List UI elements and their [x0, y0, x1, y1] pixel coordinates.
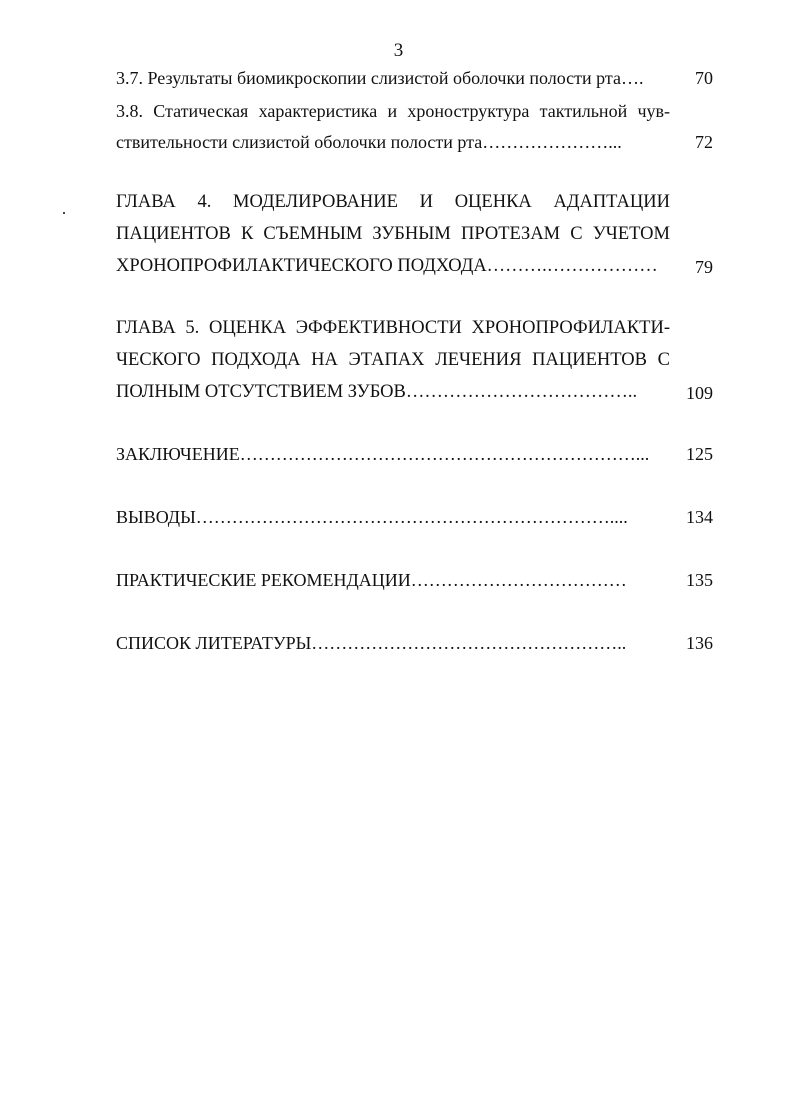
- toc-entry-page: 72: [695, 132, 713, 152]
- toc-entry-page: 136: [686, 633, 713, 653]
- toc-entry-title-line: ПАЦИЕНТОВ К СЪЕМНЫМ ЗУБНЫМ ПРОТЕЗАМ С УЧЕТОМ: [116, 224, 670, 244]
- toc-entry-title-line: ЗАКЛЮЧЕНИЕ…………………………………………………………...: [116, 444, 650, 464]
- toc-entry-title-line: ХРОНОПРОФИЛАКТИЧЕСКОГО ПОДХОДА……….………………: [116, 256, 658, 276]
- toc-entry-title-line: ПОЛНЫМ ОТСУТСТВИЕМ ЗУБОВ………………………………..: [116, 382, 638, 402]
- toc-entry-page: 109: [686, 383, 713, 403]
- toc-entry-title-line: ГЛАВА 4. МОДЕЛИРОВАНИЕ И ОЦЕНКА АДАПТАЦИИ: [116, 192, 670, 212]
- toc-entry-title-line: ствительности слизистой оболочки полости рта…………………...: [116, 132, 622, 152]
- toc-entry-title-line: ЧЕСКОГО ПОДХОДА НА ЭТАПАХ ЛЕЧЕНИЯ ПАЦИЕНТОВ С: [116, 350, 670, 370]
- toc-entry-page: 135: [686, 570, 713, 590]
- toc-entry-title-line: ВЫВОДЫ……………………………………………………………....: [116, 507, 628, 527]
- toc-entry-title-line: ГЛАВА 5. ОЦЕНКА ЭФФЕКТИВНОСТИ ХРОНОПРОФИЛАКТИ-: [116, 318, 670, 338]
- scan-speck: [63, 212, 65, 214]
- toc-entry-page: 79: [695, 257, 713, 277]
- toc-entry-title-line: 3.7. Результаты биомикроскопии слизистой оболочки полости рта….: [116, 68, 644, 88]
- toc-entry-title-line: СПИСОК ЛИТЕРАТУРЫ……………………………………………..: [116, 633, 627, 653]
- page-number: 3: [393, 40, 404, 61]
- toc-entry-page: 70: [695, 68, 713, 88]
- toc-entry-title-line: ПРАКТИЧЕСКИЕ РЕКОМЕНДАЦИИ………………………………: [116, 570, 627, 590]
- toc-entry-page: 125: [686, 444, 713, 464]
- toc-entry-title-line: 3.8. Статическая характеристика и хроноструктура тактильной чув-: [116, 101, 670, 121]
- toc-entry-page: 134: [686, 507, 713, 527]
